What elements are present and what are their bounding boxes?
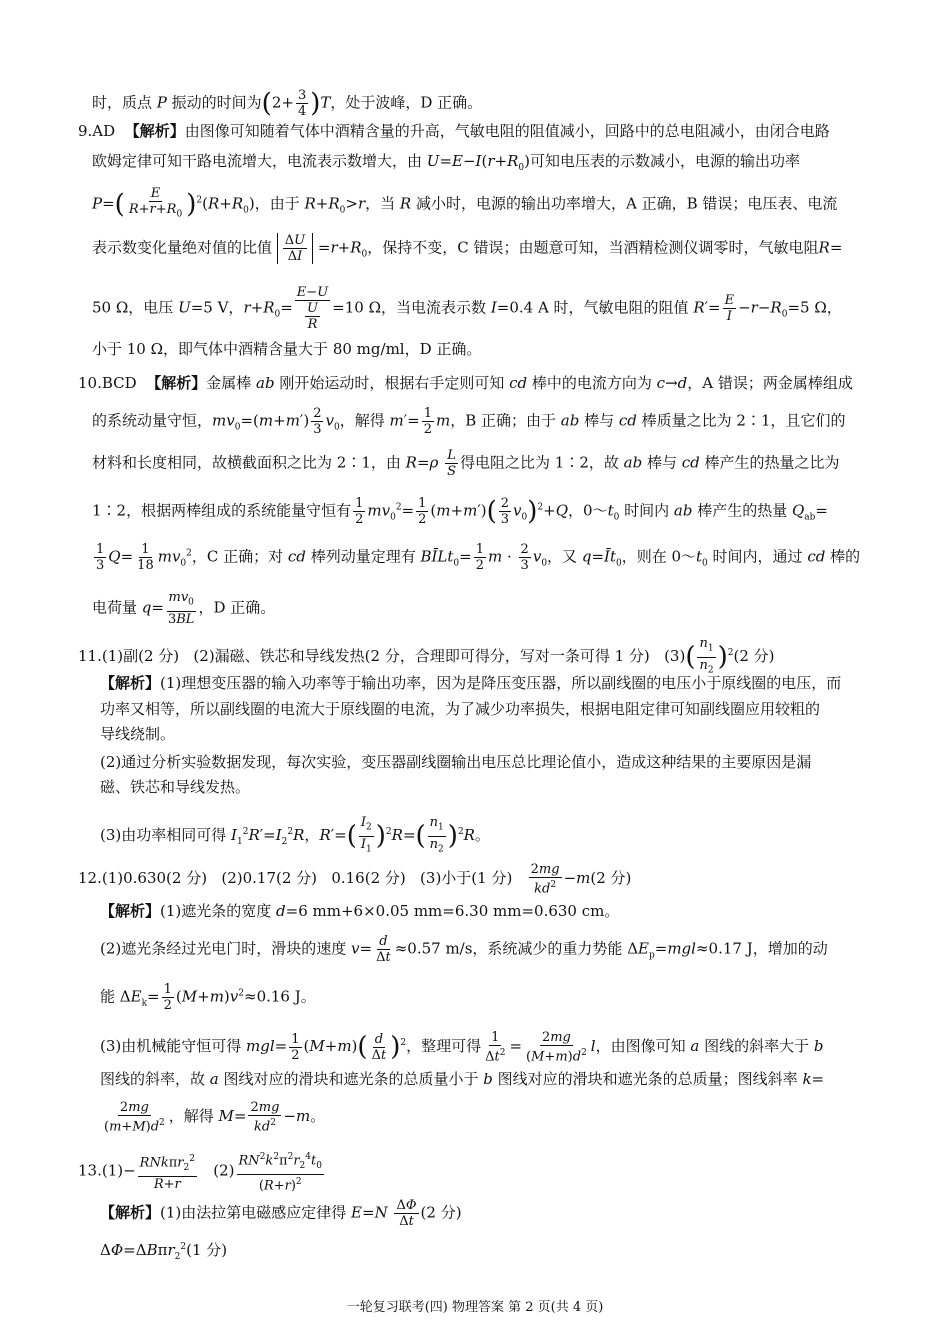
text-line: 10.BCD 【解析】金属棒 ab 刚开始运动时，根据右手定则可知 cd 棒中的电流方向为 c→d，A 错误；两金属棒组成 (78, 374, 853, 392)
text-line: ΔΦ=ΔBπr$_2^2$(1 分) (100, 1241, 228, 1262)
text-line: (3)由功率相同可得 $I_1^2R'=I_2^2R$，R′=( $\frac{I_2}{I_1}$ )$^2$R=( $\frac{n_1}{n_2}$ )$^2$R。 (100, 815, 490, 855)
text-line: 时，质点 P 振动的时间为(2+ $\frac{3}{4}$ )T，处于波峰，D 正确。 (92, 88, 483, 119)
text-line: (2)遮光条经过光电门时，滑块的速度 v= $\frac{d}{\Delta t}$ ≈0.57 m/s，系统减少的重力势能 $\Delta E_p=mgl\approx 0.17$ J，增加的动 (100, 934, 828, 965)
text-line: 【解析】(1)理想变压器的输入功率等于输出功率，因为是降压变压器，所以副线圈的电压小于原线圈的电压，而 (100, 674, 842, 692)
text-line: 的系统动量守恒，$mv_0=(m+m')$ $\frac{2}{3}$ $v_0$，解得 m′= $\frac{1}{2}$ m，B 正确；由于 ab 棒与 cd 棒质量之比为 2∶1，且它们的 (92, 406, 846, 437)
text-line: $\frac{2mg}{(m+M)d^2}$ ，解得 M= $\frac{2mg}{kd^2}$ −m。 (104, 1100, 326, 1135)
text-line: 1∶2，根据两棒组成的系统能量守恒有 $\frac{1}{2}$ $mv_0^2=$ $\frac{1}{2}$ (m+m′)( $\frac{2}{3}$ $v_0)^2+Q$，$0\sim t_0$ 时间内 ab 棒产生的热量 $Q_{ab}=$ (92, 496, 828, 527)
text-line: 12.(1)0.630(2 分) (2)0.17(2 分) 0.16(2 分) (3)小于(1 分) $\frac{2mg}{kd^2}$ −m(2 分) (78, 862, 632, 897)
text-line: 50 Ω，电压 U=5 V，$r+R_0=$ $\frac{E-U}{\frac{U}{R}}$ =10 Ω，当电流表示数 I=0.4 A 时，气敏电阻的阻值 R′= $\frac{E}{I}$ $-r-R_0=5$ Ω， (92, 285, 842, 332)
text-line: 能 $\Delta E_k=$ $\frac{1}{2}$ $(M+m)v^2\approx 0.16$ J。 (100, 982, 316, 1013)
text-line: 11.(1)副(2 分) (2)漏磁、铁芯和导线发热(2 分，合理即可得分，写对一条可得 1 分) (3)( $\frac{n_1}{n_2}$ )$^2$(2 分) (78, 636, 775, 676)
page-footer: 一轮复习联考(四) 物理答案 第 2 页(共 4 页) (346, 1300, 604, 1315)
text-line: $\frac{1}{3}$ Q= $\frac{1}{18}$ $mv_0^2$，C 正确；对 cd 棒列动量定理有 BĪLt$_0$= $\frac{1}{2}$ m · $\frac{2}{3}$ $v_0$，又 $q=Īt_0$，则在 $0\sim t_0$ 时间内，通过 cd 棒的 (96, 542, 861, 573)
text-line: 功率又相等，所以副线圈的电流大于原线圈的电流，为了减少功率损失，根据电阻定律可知副线圈应用较粗的 (100, 700, 821, 718)
text-line: 图线的斜率，故 a 图线对应的滑块和遮光条的总质量小于 b 图线对应的滑块和遮光条的总质量；图线斜率 k= (100, 1070, 825, 1088)
text-line: 磁、铁芯和导线发热。 (100, 778, 251, 796)
text-line: (3)由机械能守恒可得 mgl= $\frac{1}{2}$ (M+m)( $\frac{d}{\Delta t}$ )$^2$，整理可得 $\frac{1}{\Delta t^2}$ = $\frac{2mg}{(M+m)d^2}$ l，由图像可知 a 图线的斜率大于 b (100, 1030, 824, 1065)
text-line: 表示数变化量绝对值的比值 $\frac{\Delta U}{\Delta I}$ $=r+R_0$，保持不变，C 错误；由题意可知，当酒精检测仪调零时，气敏电阻R= (92, 233, 843, 264)
text-line: 13.(1)− $\frac{RNk\pi r_2^2}{R+r}$ (2) $\frac{RN^2k^2\pi^2r_2^4t_0}{(R+r)^2}$ (78, 1152, 322, 1194)
text-line: 导线绕制。 (100, 725, 176, 743)
text-line: 电荷量 q= $\frac{mv_0}{3BL}$ ，D 正确。 (92, 590, 276, 627)
text-line: (2)通过分析实验数据发现，每次实验，变压器副线圈输出电压总比理论值小，造成这种结果的主要原因是漏 (100, 753, 812, 771)
text-line: 小于 10 Ω，即气体中酒精含量大于 80 mg/ml，D 正确。 (92, 340, 482, 358)
text-line: 9.AD 【解析】由图像可知随着气体中酒精含量的升高，气敏电阻的阻值减小，回路中的总电阻减小，由闭合电路 (78, 122, 830, 140)
text-line: P=( $\frac{E}{R+r+R_0}$ )$^2(R+R_0)$，由于 $R+R_0>r$，当 R 减小时，电源的输出功率增大，A 正确，B 错误；电压表、电流 (92, 186, 838, 220)
text-line: 【解析】(1)遮光条的宽度 d=6 mm+6×0.05 mm=6.30 mm=0.630 cm。 (100, 902, 620, 920)
text-line: 材料和长度相同，故横截面积之比为 2∶1，由 R=ρ $\frac{L}{S}$ 得电阻之比为 1∶2，故 ab 棒与 cd 棒产生的热量之比为 (92, 448, 840, 479)
text-line: 【解析】(1)由法拉第电磁感应定律得 E=N $\frac{\Delta\Phi}{\Delta t}$ (2 分) (100, 1198, 462, 1229)
text-line: 欧姆定律可知干路电流增大，电流表示数增大，由 $U=E-I(r+R_0)$可知电压表的示数减小，电源的输出功率 (92, 152, 800, 173)
